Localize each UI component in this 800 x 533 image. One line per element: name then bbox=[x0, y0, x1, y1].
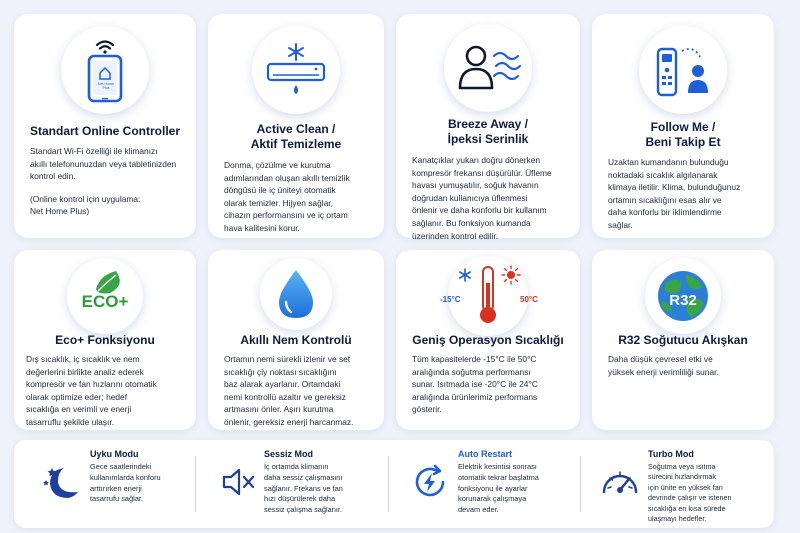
feature-desc: Daha düşük çevresel etki ve yüksek enerji verimliliği sunar. bbox=[608, 354, 719, 377]
feature-desc: İç ortamda klimanın daha sessiz çalışmasını sağlanır. Frekans ve fan hızı düşürülerek daha sessiz çalışma sağlanır. bbox=[264, 462, 343, 515]
feature-card-active-clean bbox=[208, 14, 384, 238]
feature-desc: Soğutma veya ısıtma sürecini hızlandırmak için ünite en yüksek fan devrinde çalışır ve istenen sıcaklığa en kısa sürede ulaşmayı hedefler. bbox=[648, 462, 732, 524]
feature-desc: Dış sıcaklık, iç sıcaklık ve nem değerlerini birlikte analiz ederek kompresör ve fan hızlarını otomatik olarak optimize eder; hedef sıcaklığa en verimli ve enerji tasarruflu şekilde ulaşır. bbox=[26, 354, 157, 427]
feature-desc: Ortamın nemi sürekli izlenir ve set sıcaklığı çiy noktası sıcaklığını baz alarak ayarlanır. Ortamdaki nemi kontrollü azaltır ve gereksiz artmasını önler. Aşırı kurutma önlenir, gereksiz enerji harcanmaz. bbox=[224, 354, 354, 427]
snowflake-ac-icon bbox=[252, 26, 340, 114]
divider bbox=[388, 456, 389, 512]
water-drop-icon bbox=[260, 258, 332, 330]
divider bbox=[580, 456, 581, 512]
feature-auto-restart bbox=[406, 440, 576, 528]
feature-title: Uyku Modu bbox=[90, 449, 139, 459]
feature-title: Geniş Operasyon Sıcaklığı bbox=[412, 333, 564, 347]
feature-title: Follow Me / Beni Takip Et bbox=[645, 120, 721, 149]
feature-desc: Standart Wi-Fi özelliği ile klimanızı akıllı telefonunuzdan veya tabletinizden kontrol edin. (Online kontrol için uygulama: Net Home Plus) bbox=[30, 146, 177, 217]
feature-silent-mode bbox=[214, 440, 384, 528]
feature-title: Sessiz Mod bbox=[264, 449, 314, 459]
feature-card-online-controller bbox=[14, 14, 196, 238]
wifi-phone-icon bbox=[61, 26, 149, 114]
feature-card-follow-me bbox=[592, 14, 774, 238]
feature-desc: Gece saatlerindeki kullanımlarda konforu arttırırken enerji tasarrufu sağlar. bbox=[90, 462, 161, 504]
speedometer-icon bbox=[596, 458, 644, 506]
feature-desc: Uzaktan kumandanın bulunduğu noktadaki sıcaklık algılanarak klimaya iletilir. Klima, bulunduğunuz ortamın sıcaklığını esas alır ve daha konforlu bir iklimlendirme sağlar. bbox=[608, 157, 741, 230]
feature-desc: Tüm kapasitelerde -15°C ile 50°C aralığında soğutma performansı sunar. Isıtmada ise -20°C ile 24°C aralığında ürünlerimiz performans gösterir. bbox=[412, 354, 538, 415]
feature-card-eco-plus bbox=[14, 250, 196, 430]
feature-title: Turbo Mod bbox=[648, 449, 694, 459]
feature-card-humidity bbox=[208, 250, 384, 430]
feature-desc: Kanatçıklar yukarı doğru dönerken kompresör frekansı düşürülür. Üfleme havası yumuşatılır, soğuk havanın doğrudan kullanıcıya üflenmesi önlenir ve daha konforlu bir kullanım sağlanır. Bu fonksiyon kumanda üzerinden kontrol edilir. bbox=[412, 155, 552, 241]
feature-title: Active Clean / Aktif Temizleme bbox=[250, 122, 342, 151]
eco-badge-text: ECO+ bbox=[81, 292, 129, 311]
feature-title: Auto Restart bbox=[458, 449, 513, 459]
divider bbox=[195, 456, 196, 512]
feature-desc: Elektrik kesintisi sonrası otomatik tekrar başlatma fonksiyonu ile ayarlar korunarak çalışmaya devam eder. bbox=[458, 462, 539, 515]
r32-badge-text: R32 bbox=[669, 292, 697, 309]
feature-sleep-mode bbox=[36, 440, 206, 528]
feature-card-breeze-away bbox=[396, 14, 580, 241]
feature-title: Standart Online Controller bbox=[29, 124, 180, 138]
feature-title: Akıllı Nem Kontrolü bbox=[240, 333, 352, 347]
person-breeze-icon bbox=[444, 24, 532, 112]
moon-stars-icon bbox=[36, 458, 84, 506]
phone-app-label: Net Home Plus bbox=[97, 82, 115, 90]
feature-desc: Donma, çözülme ve kurutma adımlarından oluşan akıllı temizlik döngüsü ile iç üniteyi otomatik olarak temizler. Hijyen sağlar, cihazın performansını ve iç ortam hava kalitesini korur. bbox=[224, 160, 350, 233]
muted-speaker-icon bbox=[214, 458, 262, 506]
temp-high-label: 50°C bbox=[520, 295, 538, 304]
auto-restart-icon bbox=[406, 458, 454, 506]
bottom-features-strip bbox=[14, 440, 774, 528]
temp-low-label: -15°C bbox=[440, 295, 461, 304]
feature-card-operating-temperature bbox=[396, 250, 580, 430]
feature-title: Eco+ Fonksiyonu bbox=[55, 333, 155, 347]
feature-title: R32 Soğutucu Akışkan bbox=[618, 333, 748, 347]
feature-card-r32 bbox=[592, 250, 774, 430]
feature-title: Breeze Away / İpeksi Serinlik bbox=[447, 117, 529, 146]
remote-follow-icon bbox=[639, 26, 727, 114]
feature-turbo-mode bbox=[596, 440, 772, 528]
